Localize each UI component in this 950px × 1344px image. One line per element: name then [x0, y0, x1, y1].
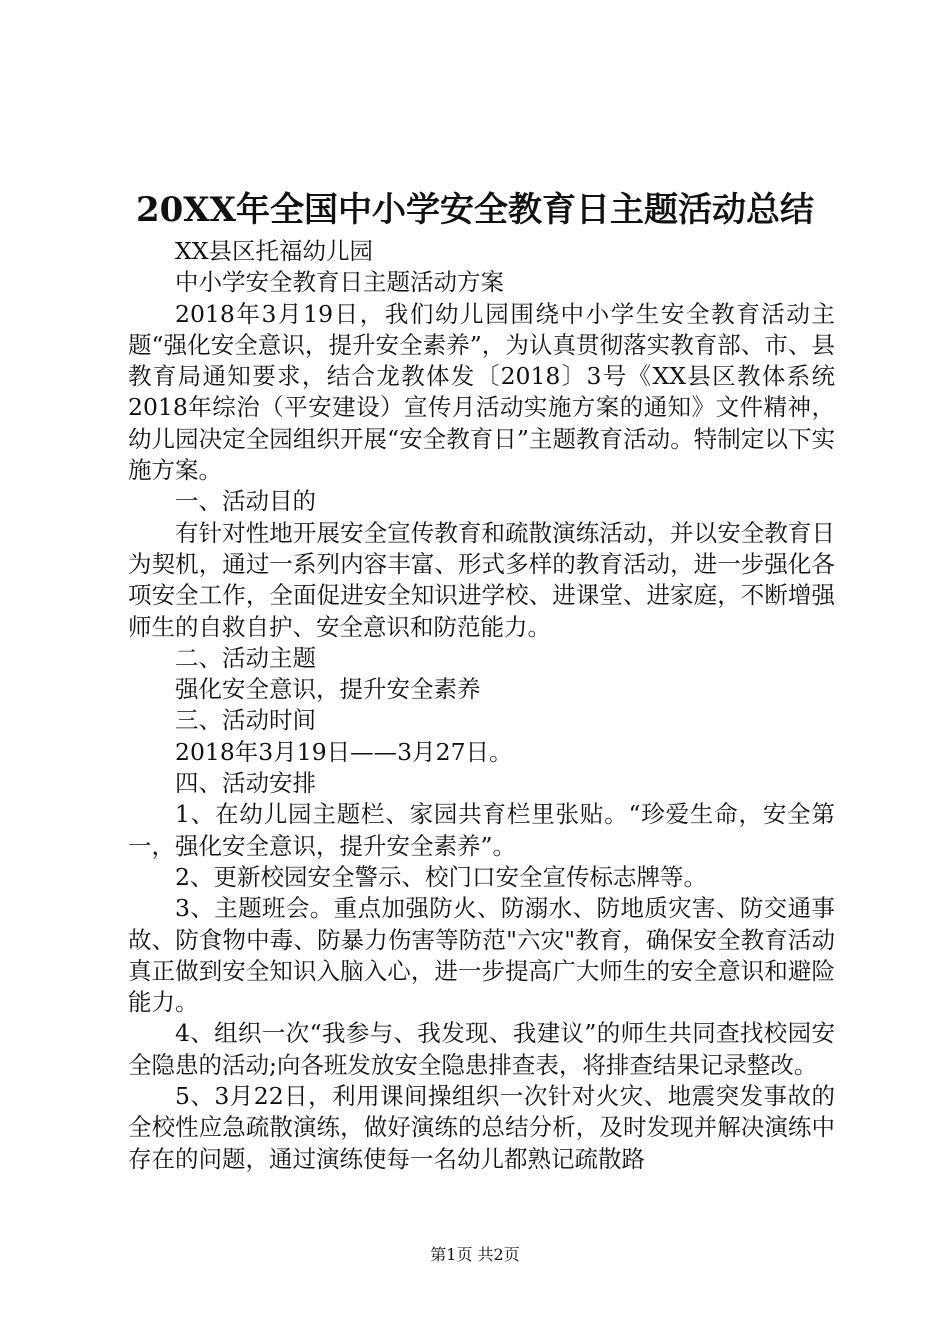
arrangement-item-1: 1、在幼儿园主题栏、家园共育栏里张贴。“珍爱生命，安全第一，强化安全意识，提升安全素养”。	[128, 800, 835, 860]
paragraph-theme: 强化安全意识，提升安全素养	[175, 675, 481, 704]
paragraph-school-name: XX县区托福幼儿园	[175, 237, 373, 265]
paragraph-time: 2018年3月19日——3月27日。	[175, 737, 513, 766]
arrangement-item-3: 3、主题班会。重点加强防火、防溺水、防地质灾害、防交通事故、防食物中毒、防暴力伤害等防范"六灾"教育，确保安全教育活动真正做到安全知识入脑入心，进一步提高广大师生的安全意识和避险能力。	[128, 894, 835, 1017]
arrangement-item-5: 5、3月22日，利用课间操组织一次针对火灾、地震突发事故的全校性应急疏散演练，做好演练的总结分析，及时发现并解决演练中存在的问题，通过演练使每一名幼儿都熟记疏散路	[128, 1082, 835, 1173]
arrangement-item-2: 2、更新校园安全警示、校门口安全宣传标志牌等。	[175, 862, 707, 891]
document-body	[128, 236, 835, 1175]
section-heading-theme: 二、活动主题	[175, 643, 316, 672]
paragraph-purpose: 有针对性地开展安全宣传教育和疏散演练活动，并以安全教育日为契机，通过一系列内容丰富、形式多样的教育活动，进一步强化各项安全工作，全面促进安全知识进学校、进课堂、进家庭，不断增强师生的自救自护、安全意识和防范能力。	[128, 518, 835, 641]
section-heading-time: 三、活动时间	[175, 706, 316, 735]
arrangement-item-4: 4、组织一次“我参与、我发现、我建议”的师生共同查找校园安全隐患的活动;向各班发放安全隐患排查表，将排查结果记录整改。	[128, 1019, 835, 1079]
section-heading-arrangement: 四、活动安排	[175, 769, 316, 798]
section-heading-purpose: 一、活动目的	[175, 487, 316, 516]
document-title: 20XX年全国中小学安全教育日主题活动总结	[135, 190, 815, 230]
page-footer: 第1页 共2页	[430, 1245, 520, 1264]
paragraph-plan-title: 中小学安全教育日主题活动方案	[175, 268, 504, 297]
paragraph-intro: 2018年3月19日，我们幼儿园围绕中小学生安全教育活动主题“强化安全意识，提升安全素养”，为认真贯彻落实教育部、市、县教育局通知要求，结合龙教体发〔2018〕3号《XX县区教体系统2018年综治（平安建设）宣传月活动实施方案的通知》文件精神，幼儿园决定全园组织开展“安全教育日”主题教育活动。特制定以下实施方案。	[128, 299, 835, 485]
